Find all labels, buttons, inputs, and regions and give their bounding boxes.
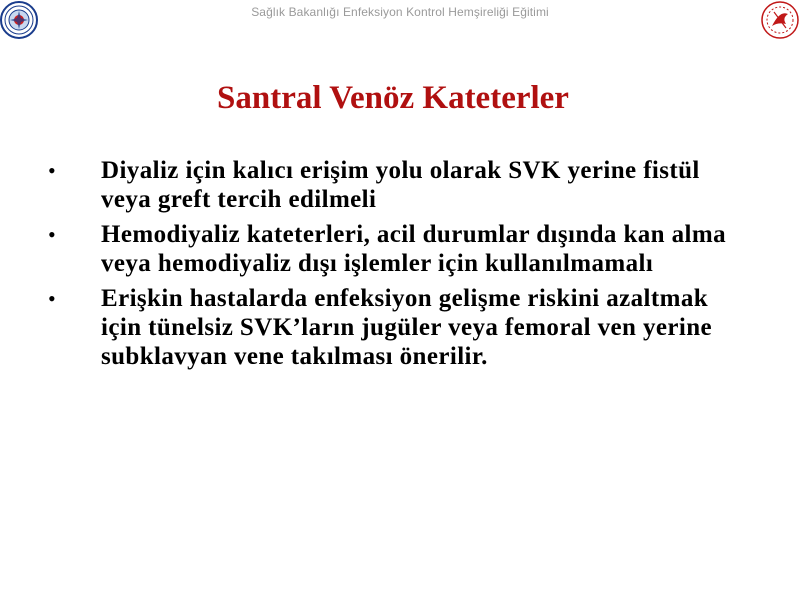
- bullet-icon: •: [48, 286, 57, 311]
- list-item: [48, 284, 748, 371]
- bullet-list: [48, 156, 748, 377]
- bullet-icon: •: [48, 158, 57, 183]
- list-item: [48, 220, 748, 278]
- header-text: Sağlık Bakanlığı Enfeksiyon Kontrol Hemşireliği Eğitimi: [251, 5, 549, 19]
- bullet-text: Erişkin hastalarda enfeksiyon gelişme riskini azaltmak için tünelsiz SVK’ların jugüler veya femoral ven yerine subklavyan vene takılması önerilir.: [101, 285, 713, 370]
- slide-title: Santral Venöz Kateterler: [217, 80, 569, 116]
- list-item: [48, 156, 748, 214]
- bullet-text: Diyaliz için kalıcı erişim yolu olarak SVK yerine fistül veya greft tercih edilmeli: [101, 157, 700, 213]
- health-emblem-icon: [760, 0, 800, 40]
- bullet-icon: •: [48, 222, 57, 247]
- bullet-text: Hemodiyaliz kateterleri, acil durumlar dışında kan alma veya hemodiyaliz dışı işlemler için kullanılmamalı: [101, 221, 727, 277]
